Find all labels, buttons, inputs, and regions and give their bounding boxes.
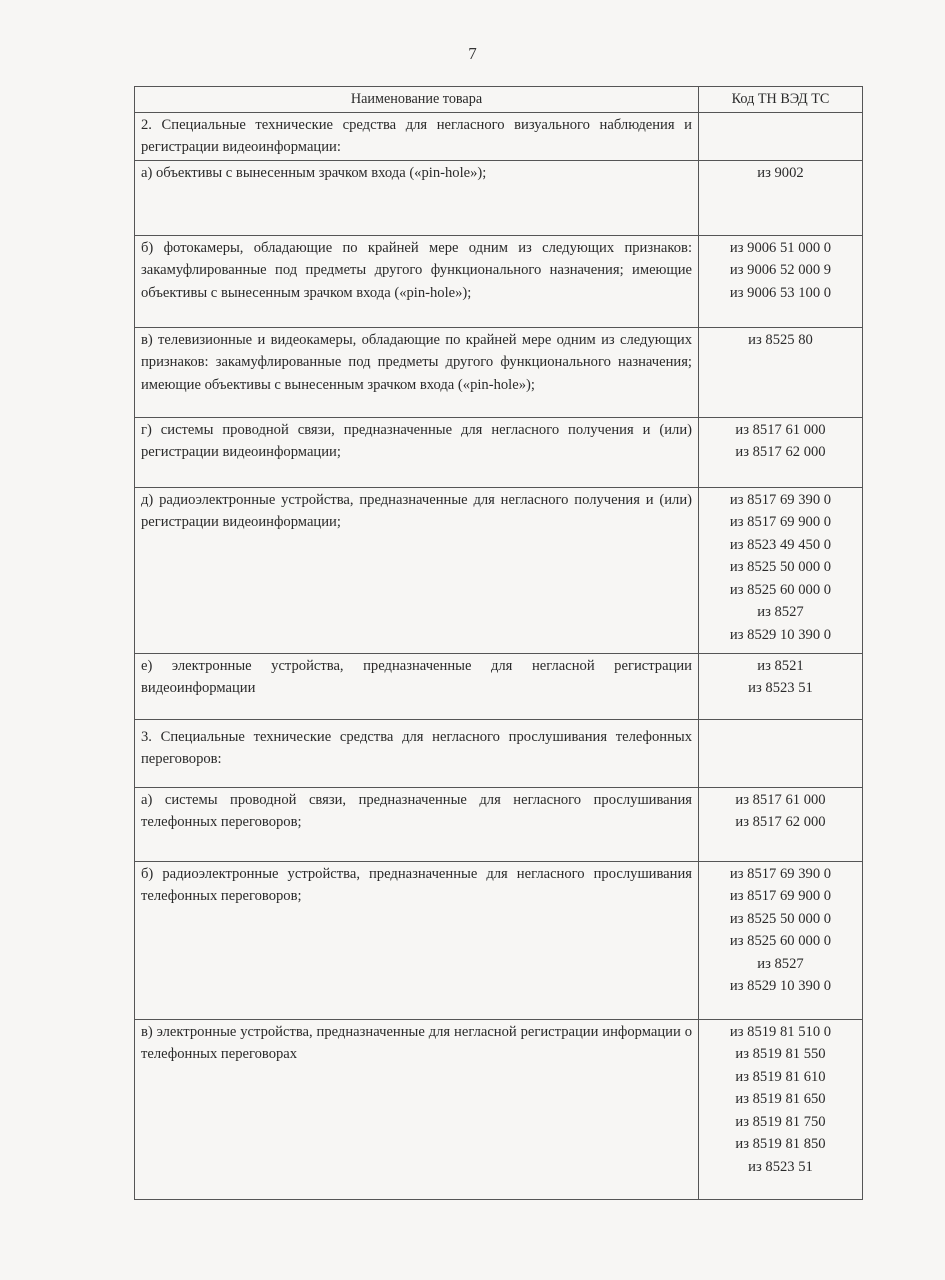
table-row (135, 861, 863, 1019)
item-name: а) системы проводной связи, предназначенные для негласного прослушивания телефонных переговоров; (135, 787, 699, 861)
item-name: 3. Специальные технические средства для негласного прослушивания телефонных переговоров: (135, 719, 699, 787)
item-code: из 8519 81 610 (735, 1068, 826, 1085)
item-codes (699, 861, 863, 1019)
item-code: из 9006 51 000 0 (729, 239, 832, 256)
item-code: из 8523 49 450 0 (729, 536, 832, 553)
table-row (135, 112, 863, 160)
item-code: из 8517 69 900 0 (729, 514, 832, 530)
item-name: в) телевизионные и видеокамеры, обладающие по крайней мере одним из следующих признаков: закамуфлированные под предметы другого функционального назначения; имеющие объективы с вынесенным зрачком входа («pin-hole»); (135, 327, 699, 417)
goods-table (134, 86, 863, 1200)
item-code: из 8519 81 650 (735, 1091, 826, 1107)
table-row (135, 160, 863, 235)
table-row (135, 417, 863, 487)
table-row (135, 1019, 863, 1199)
item-code: из 8527 (757, 604, 804, 620)
table-row (135, 327, 863, 417)
item-name: д) радиоэлектронные устройства, предназначенные для негласного получения и (или) регистрации видеоинформации; (135, 487, 699, 653)
item-code: из 8519 81 510 0 (729, 1023, 832, 1040)
item-codes (699, 653, 863, 719)
item-code: из 8525 60 000 0 (729, 933, 832, 949)
item-code: из 9002 (757, 164, 804, 181)
item-code: из 8523 51 (748, 680, 813, 696)
item-name: в) электронные устройства, предназначенные для негласной регистрации информации о телефонных переговорах (135, 1019, 699, 1199)
item-codes (699, 160, 863, 235)
item-code: из 8519 81 850 (735, 1136, 826, 1152)
item-codes (699, 327, 863, 417)
item-code: из 9006 52 000 9 (729, 262, 832, 278)
table-header-row (135, 87, 863, 113)
item-codes (699, 1019, 863, 1199)
item-name: г) системы проводной связи, предназначенные для негласного получения и (или) регистрации видеоинформации; (135, 417, 699, 487)
item-code: из 8521 (757, 657, 804, 674)
item-codes (699, 787, 863, 861)
item-code: из 8525 50 000 0 (729, 910, 832, 927)
table-row (135, 653, 863, 719)
item-code: из 8519 81 750 (735, 1113, 826, 1130)
item-codes (699, 487, 863, 653)
item-code: из 8529 10 390 0 (729, 626, 832, 643)
item-name: е) электронные устройства, предназначенные для негласной регистрации видеоинформации (135, 653, 699, 719)
column-header-name: Наименование товара (135, 87, 699, 113)
item-codes (699, 235, 863, 327)
item-code: из 8519 81 550 (735, 1046, 826, 1062)
item-name: б) фотокамеры, обладающие по крайней мере одним из следующих признаков: закамуфлированные под предметы другого функционального назначения; имеющие объективы с вынесенным зрачком входа («pin-hole»); (135, 235, 699, 327)
table-row (135, 787, 863, 861)
item-code: из 8525 80 (748, 331, 813, 348)
item-code: из 8525 50 000 0 (729, 559, 832, 575)
item-codes (699, 719, 863, 787)
item-code: из 8517 69 390 0 (729, 491, 832, 508)
item-code: из 8523 51 (748, 1158, 813, 1175)
item-code: из 8527 (757, 955, 804, 972)
table-row (135, 235, 863, 327)
item-name: а) объективы с вынесенным зрачком входа («pin-hole»); (135, 160, 699, 235)
table-row (135, 487, 863, 653)
item-code: из 9006 53 100 0 (729, 284, 832, 301)
column-header-code: Код ТН ВЭД ТС (699, 87, 863, 113)
item-code: из 8517 62 000 (735, 814, 826, 830)
item-code: из 8517 69 390 0 (729, 865, 832, 882)
item-name: б) радиоэлектронные устройства, предназначенные для негласного прослушивания телефонных переговоров; (135, 861, 699, 1019)
item-code: из 8517 61 000 (735, 791, 826, 808)
item-code: из 8517 69 900 0 (729, 888, 832, 904)
item-name: 2. Специальные технические средства для негласного визуального наблюдения и регистрации видеоинформации: (135, 112, 699, 160)
item-code: из 8517 62 000 (735, 444, 826, 460)
item-code: из 8525 60 000 0 (729, 581, 832, 598)
table-row (135, 719, 863, 787)
item-codes (699, 417, 863, 487)
item-code: из 8517 61 000 (735, 421, 826, 438)
item-code: из 8529 10 390 0 (729, 978, 832, 994)
page-number: 7 (468, 44, 477, 63)
item-codes (699, 112, 863, 160)
